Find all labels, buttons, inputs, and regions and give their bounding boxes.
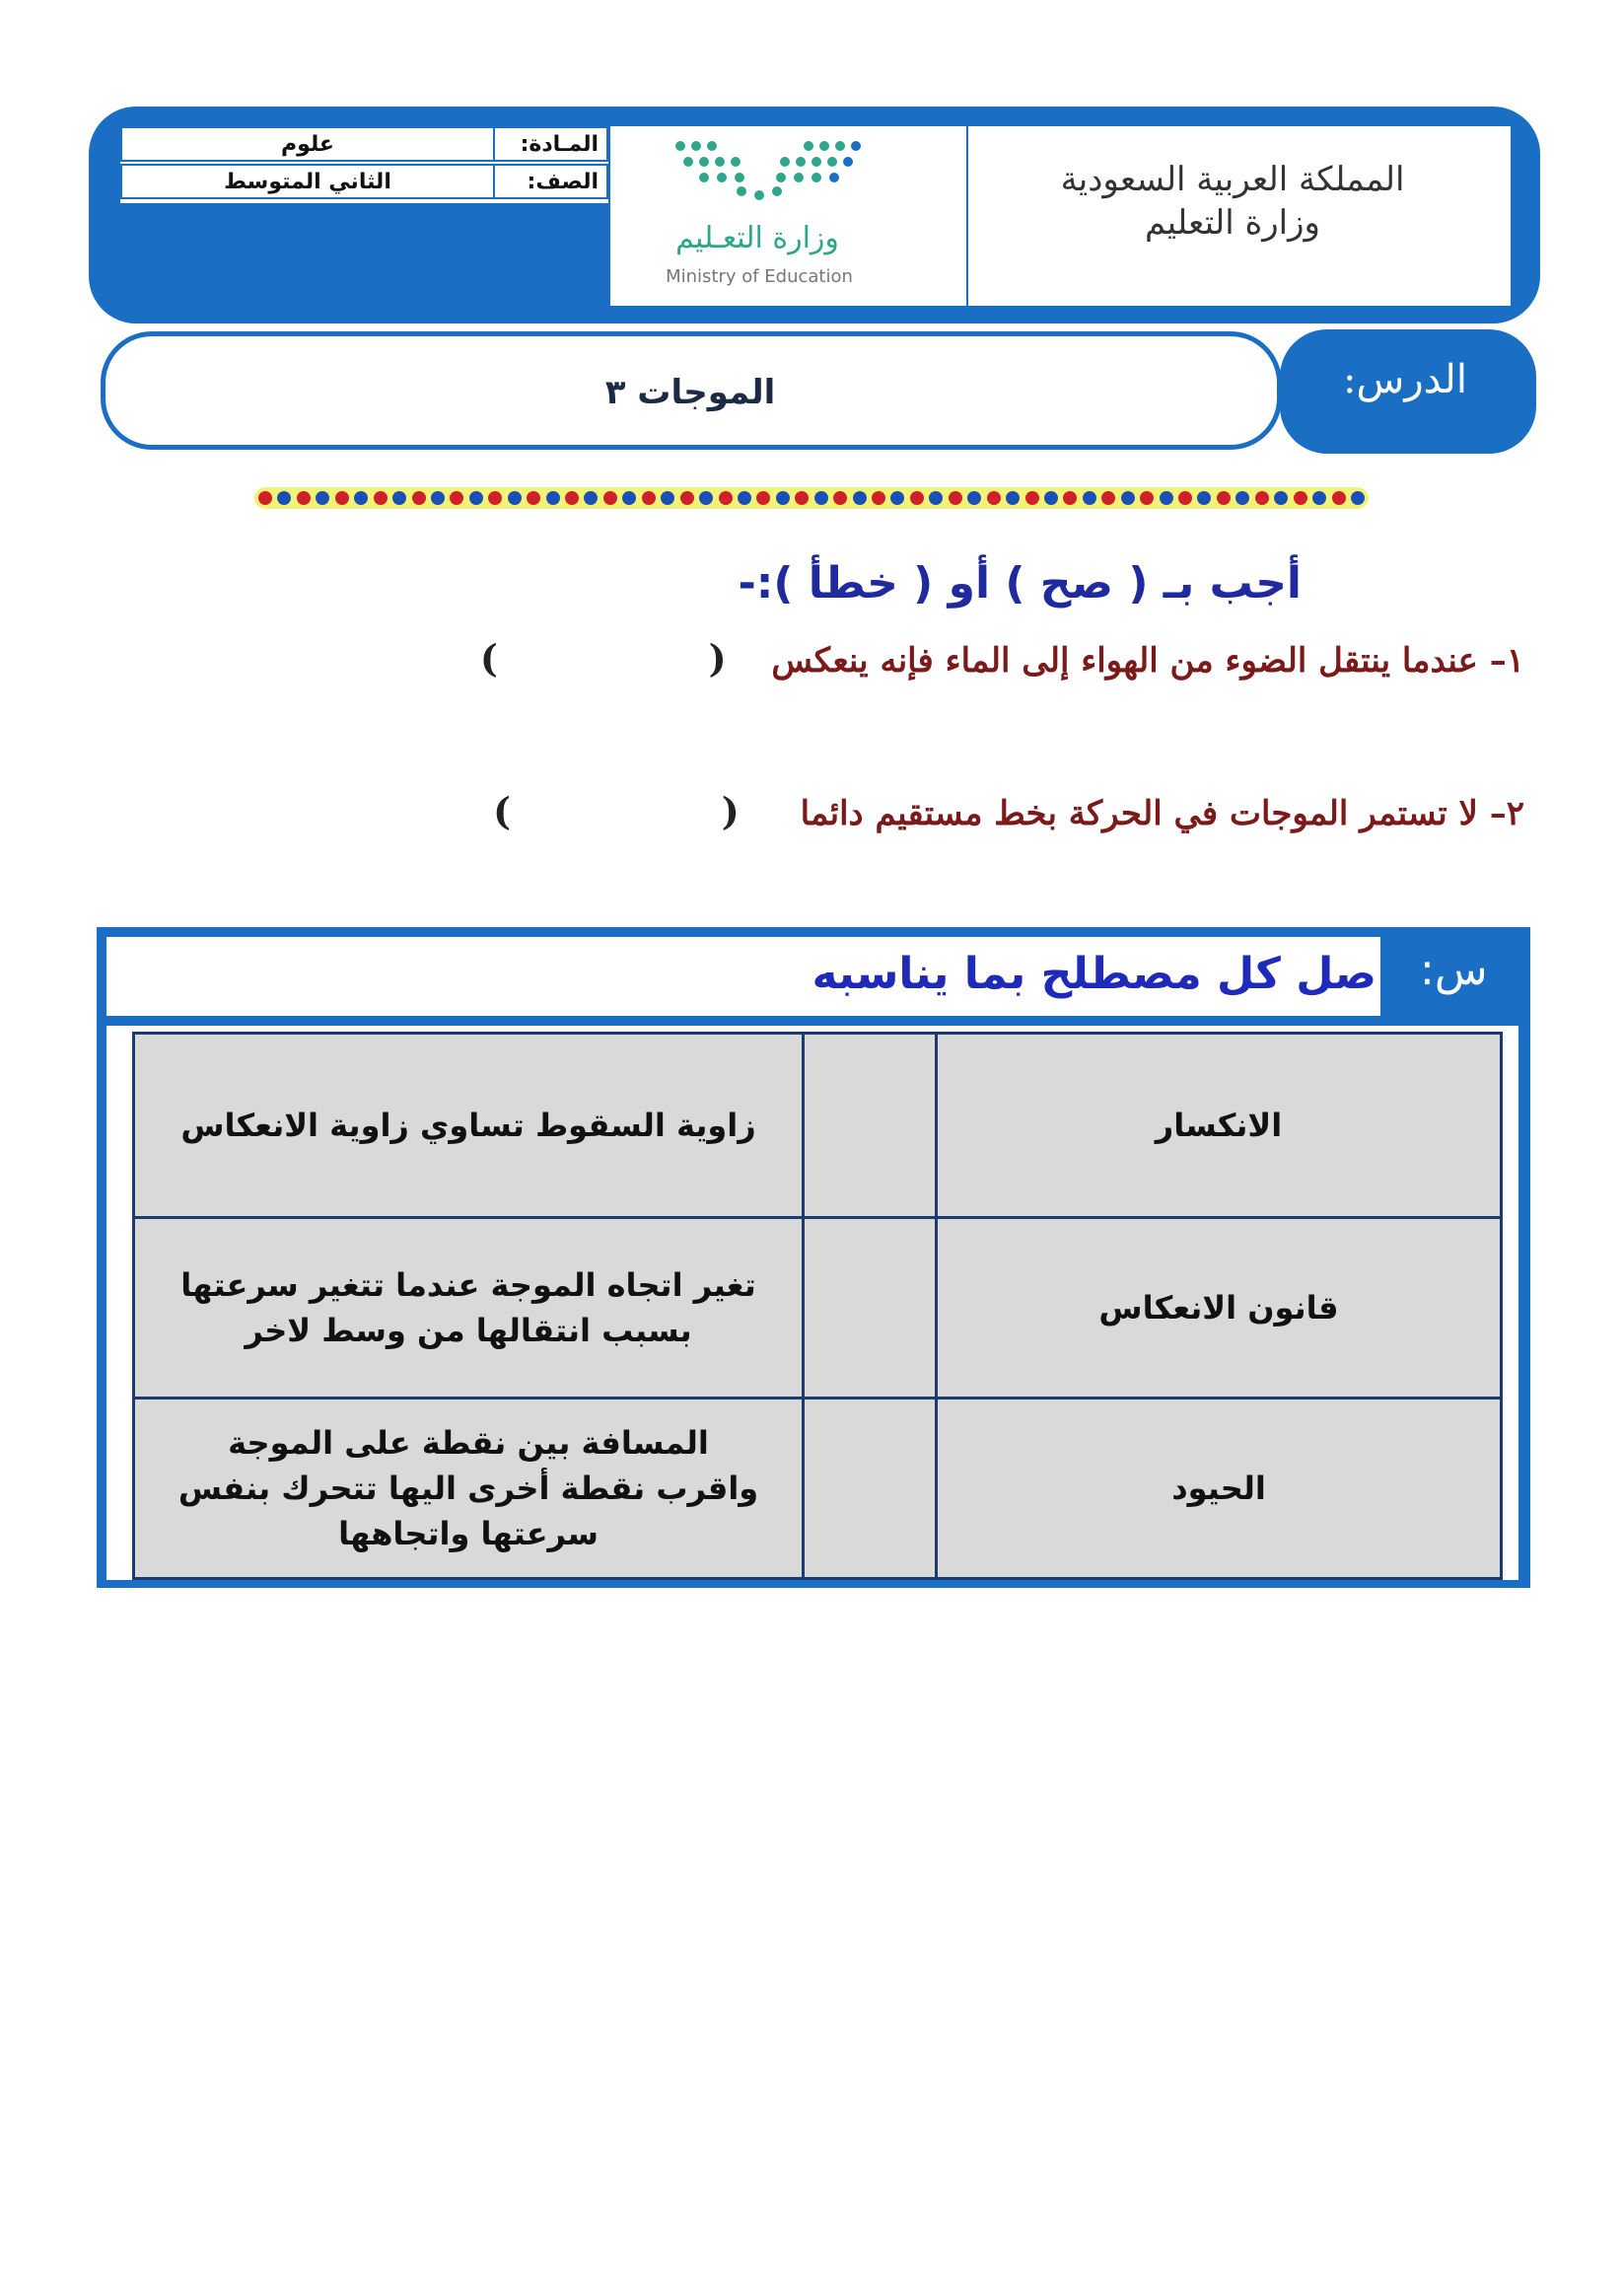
lesson-label: الدرس: <box>1343 357 1467 402</box>
subject-value: علوم <box>120 126 495 162</box>
divider-dot <box>1063 491 1077 505</box>
answer-close-paren: ) <box>493 789 512 833</box>
divider-dot <box>1025 491 1039 505</box>
divider-dot <box>910 491 924 505</box>
divider-dot <box>872 491 885 505</box>
question-1 <box>480 636 1524 681</box>
divider-dot <box>738 491 751 505</box>
divider-dot <box>412 491 426 505</box>
grade-value: الثاني المتوسط <box>120 164 495 199</box>
answer-cell[interactable] <box>802 1032 938 1219</box>
divider-dot <box>622 491 636 505</box>
divider-dot <box>1044 491 1058 505</box>
divider-dot <box>833 491 847 505</box>
divider-dot <box>987 491 1001 505</box>
definition-cell: المسافة بين نقطة على الموجة واقرب نقطة أخرى اليها تتحرك بنفس سرعتها واتجاهها <box>132 1397 805 1580</box>
divider-dot <box>1178 491 1192 505</box>
divider-dot <box>967 491 981 505</box>
divider-dot <box>1332 491 1346 505</box>
matching-title: صل كل مصطلح بما يناسبه <box>812 949 1376 999</box>
divider-dot <box>335 491 349 505</box>
info-panel-bg <box>120 203 608 306</box>
divider-dot <box>392 491 406 505</box>
grade-label: الصف: <box>493 164 608 199</box>
header-divider <box>608 126 610 306</box>
true-false-heading: أجب بـ ( صح ) أو ( خطأ ):- <box>738 558 1302 609</box>
answer-cell[interactable] <box>802 1397 938 1580</box>
divider-dot <box>699 491 713 505</box>
ministry-name: وزارة التعليم <box>1145 203 1320 243</box>
definition-cell: زاوية السقوط تساوي زاوية الانعكاس <box>132 1032 805 1219</box>
term-cell: الحيود <box>935 1397 1503 1580</box>
divider-dot <box>680 491 694 505</box>
ministry-arabic-name: وزارة التعـليم <box>675 221 839 255</box>
divider-dot <box>297 491 311 505</box>
divider-dot <box>316 491 329 505</box>
ministry-english-name: Ministry of Education <box>666 266 853 287</box>
divider-dot <box>949 491 962 505</box>
term-cell: الانكسار <box>935 1032 1503 1219</box>
answer-cell[interactable] <box>802 1216 938 1399</box>
divider-dot <box>431 491 445 505</box>
definition-cell: تغير اتجاه الموجة عندما تتغير سرعتها بسبب انتقالها من وسط لاخر <box>132 1216 805 1399</box>
divider-dot <box>488 491 502 505</box>
divider-dot <box>1197 491 1211 505</box>
divider-dot <box>661 491 674 505</box>
divider-dot <box>584 491 598 505</box>
divider-dot <box>565 491 579 505</box>
header-divider <box>966 126 968 306</box>
ministry-dots-icon <box>661 134 878 213</box>
divider-dot <box>1006 491 1020 505</box>
divider-dot <box>642 491 656 505</box>
divider-dot <box>1294 491 1307 505</box>
divider-dot <box>374 491 388 505</box>
question-2-text: ٢– لا تستمر الموجات في الحركة بخط مستقيم دائما <box>800 794 1524 833</box>
divider-dot <box>1312 491 1326 505</box>
divider-dot <box>1140 491 1154 505</box>
divider-dot <box>1235 491 1249 505</box>
divider-dot <box>929 491 943 505</box>
divider-dot <box>756 491 770 505</box>
kingdom-logo <box>1045 158 1420 266</box>
divider-dot <box>1217 491 1231 505</box>
divider-dot <box>1101 491 1115 505</box>
divider-dot <box>1121 491 1135 505</box>
term-cell: قانون الانعكاس <box>935 1216 1503 1399</box>
divider-dot <box>814 491 828 505</box>
divider-dot <box>277 491 291 505</box>
divider-dot <box>603 491 617 505</box>
matching-question-label: س: <box>1420 945 1488 995</box>
subject-label: المـادة: <box>493 126 608 162</box>
divider-dot <box>546 491 560 505</box>
divider-dot <box>450 491 463 505</box>
divider-dot <box>1083 491 1096 505</box>
divider-dot <box>527 491 540 505</box>
answer-open-paren: ( <box>708 636 727 681</box>
divider-dot <box>258 491 272 505</box>
ministry-logo <box>631 134 927 302</box>
dotted-divider <box>254 487 1369 509</box>
question-1-text: ١– عندما ينتقل الضوء من الهواء إلى الماء فإنه ينعكس <box>771 641 1524 681</box>
divider-dot <box>719 491 733 505</box>
divider-dot <box>890 491 904 505</box>
answer-open-paren: ( <box>721 789 740 833</box>
divider-dot <box>1351 491 1365 505</box>
divider-dot <box>776 491 790 505</box>
divider-dot <box>469 491 483 505</box>
divider-dot <box>354 491 368 505</box>
lesson-title: الموجات ٣ <box>604 373 776 412</box>
divider-dot <box>853 491 867 505</box>
divider-dot <box>1274 491 1288 505</box>
kingdom-name: المملكة العربية السعودية <box>1060 160 1405 199</box>
divider-dot <box>1255 491 1269 505</box>
answer-close-paren: ) <box>479 636 498 681</box>
question-2 <box>493 789 1524 833</box>
divider-dot <box>795 491 809 505</box>
divider-dot <box>508 491 522 505</box>
divider-dot <box>1160 491 1173 505</box>
